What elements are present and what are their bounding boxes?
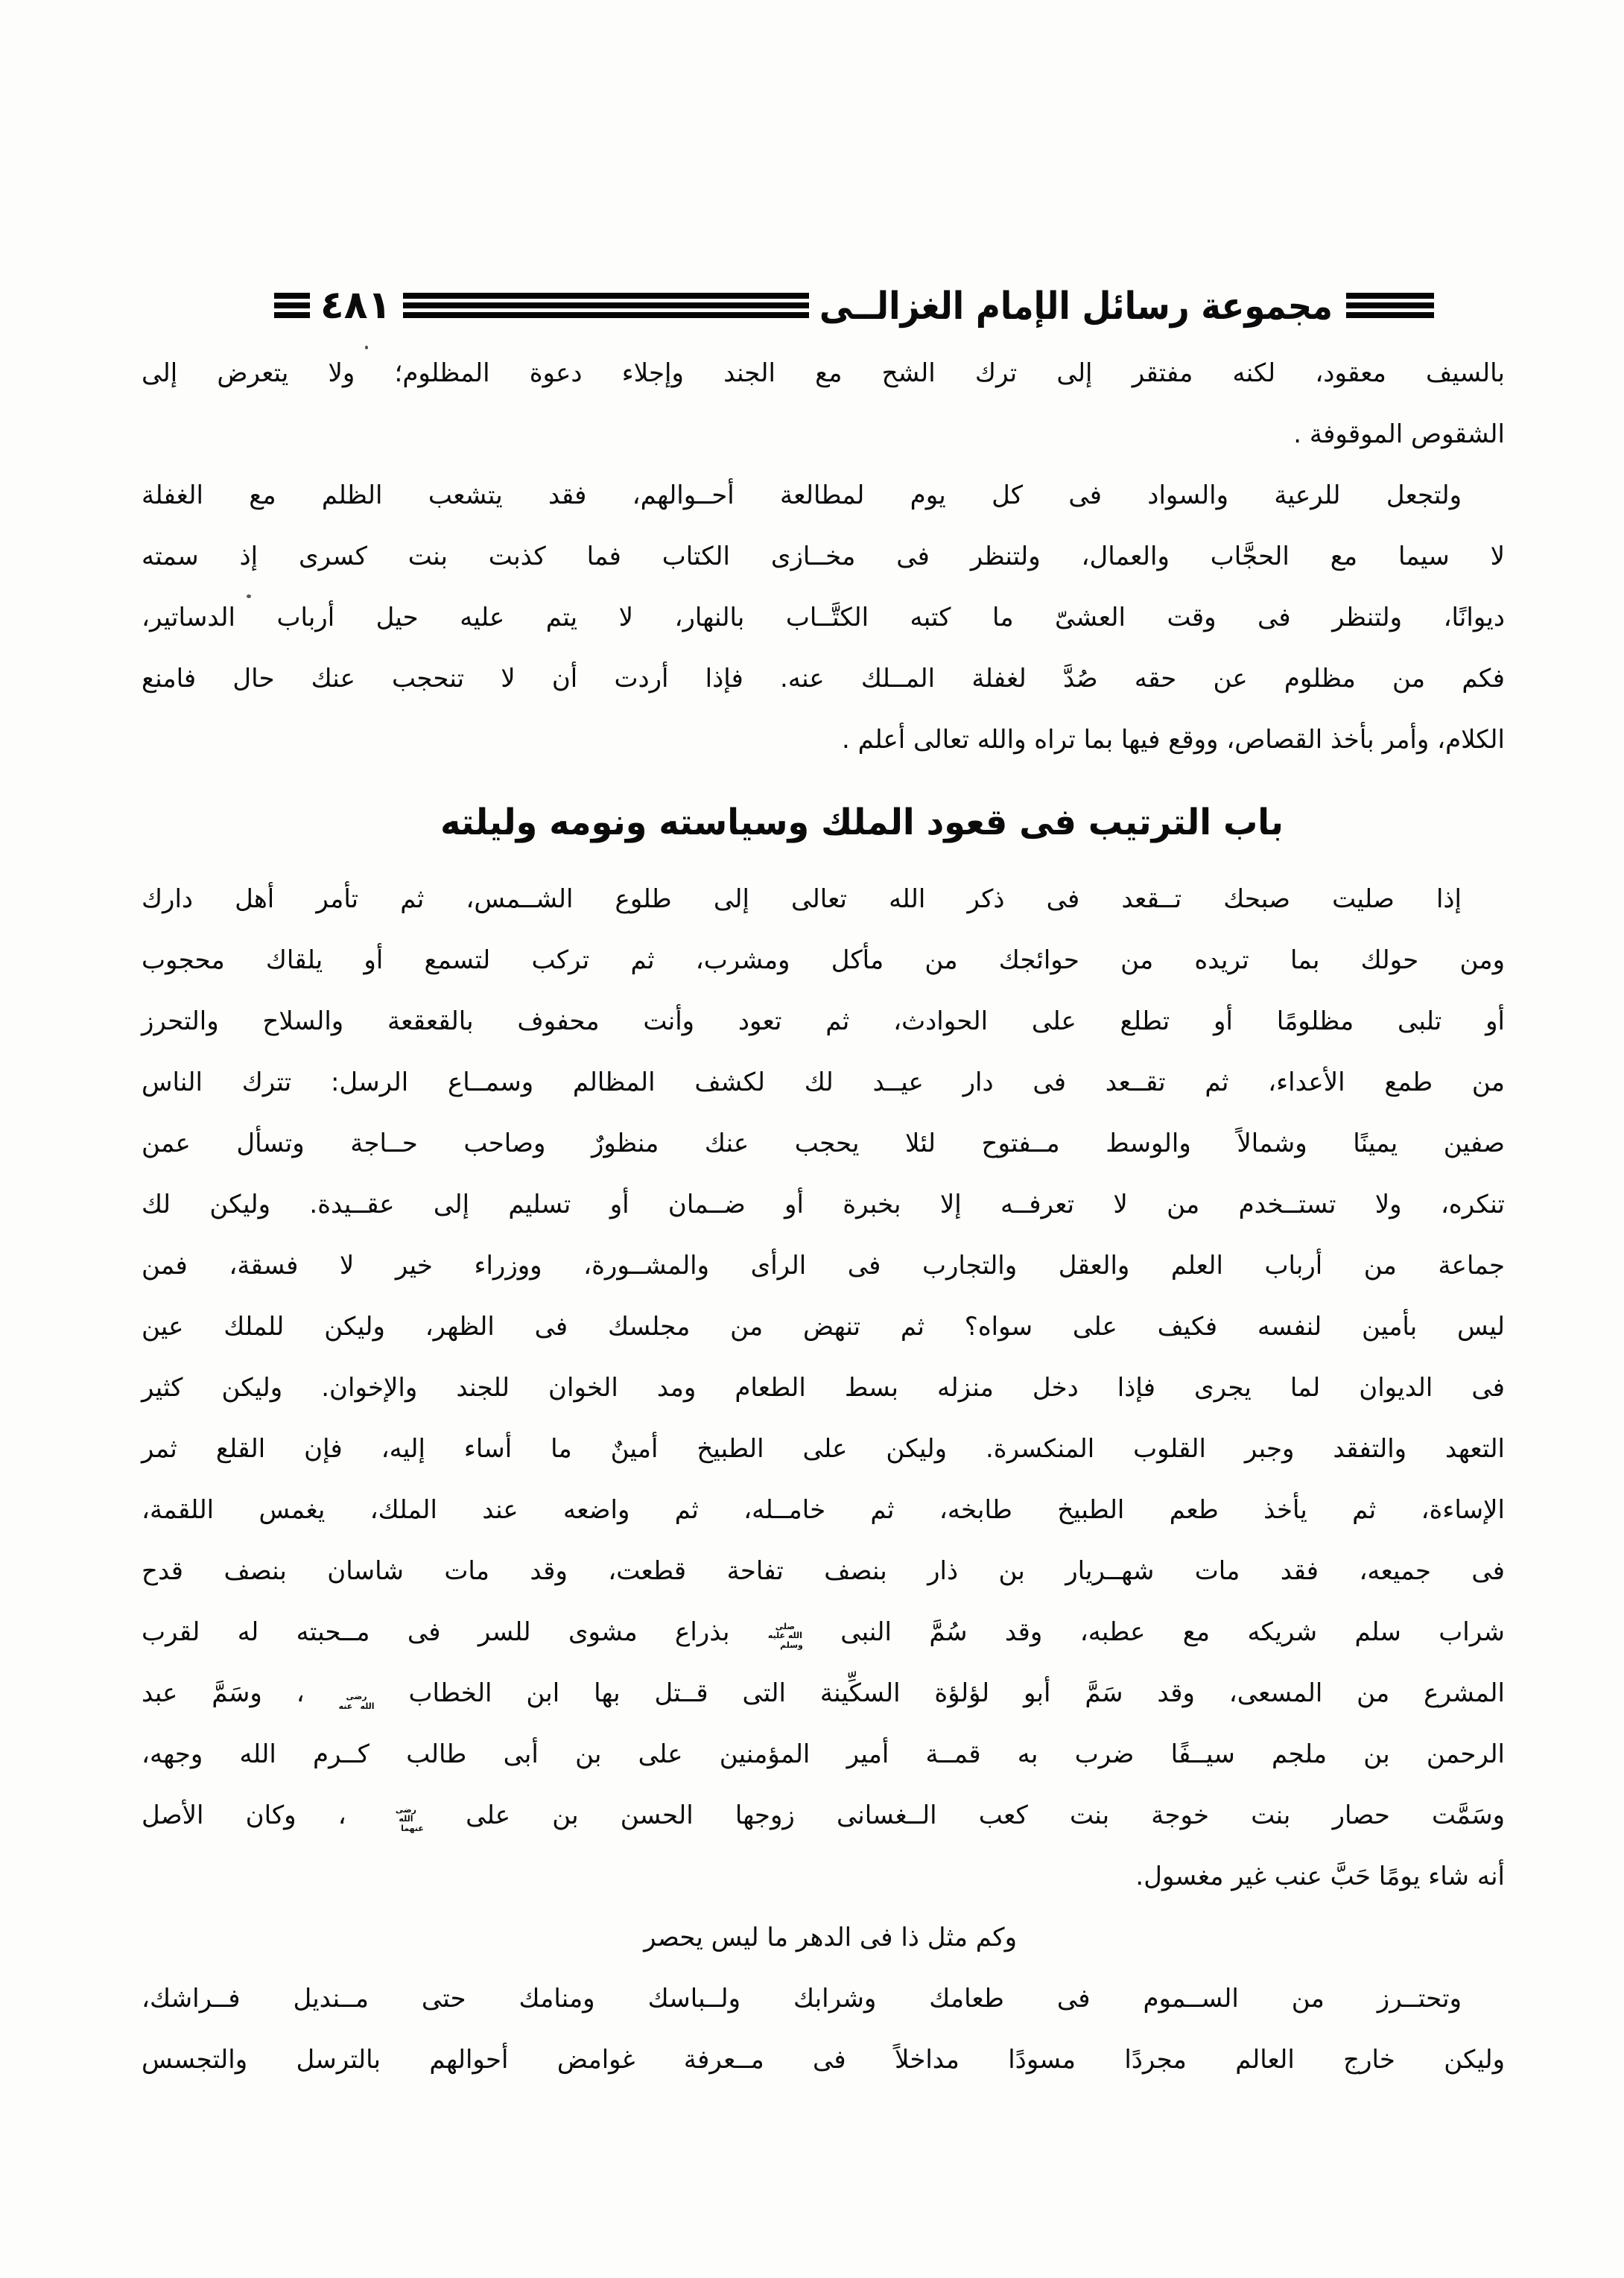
ink-speck	[365, 346, 368, 349]
honorific-pbuh: صلى الله عليه وسلم	[767, 1621, 803, 1650]
text-line: التعهد والتفقد وجبر القلوب المنكسرة. وليكن على الطبيخ أمينٌ ما أساء إليه، فإن القلع ثمر	[142, 1434, 1505, 1464]
text-line: لا سيما مع الحجَّاب والعمال، ولتنظر فى مخــازى الكتاب فما كذبت بنت كسرى إذ سمته	[142, 542, 1505, 571]
text-line: أو تلبى مظلومًا أو تطلع على الحوادث، ثم تعود وأنت محفوف بالقعقعة والسلاح والتحرز	[142, 1006, 1505, 1036]
header-rule-main	[403, 293, 809, 318]
text-line: فى الديوان لما يجرى فإذا دخل منزله بسط الطعام ومد الخوان للجند والإخوان. وليكن كثير	[142, 1373, 1505, 1403]
text-line: المشرع من المسعى، وقد سَمَّ أبو لؤلؤة السكِّينة التى قــتل بها ابن الخطاب رضى الله عنه ، وسَمَّ عبد	[142, 1678, 1505, 1711]
page-number: ٤٨١	[320, 283, 392, 328]
text-line: ديوانًا، ولتنظر فى وقت العشىّ ما كتبه الكتَّــاب بالنهار، لا يتم عليه حيل أرباب الدساتير،	[142, 603, 1505, 632]
honorific-ra: رضى الله عنه	[338, 1692, 375, 1711]
book-title: مجموعة رسائل الإمام الغزالــى	[819, 283, 1333, 328]
text-line: تنكره، ولا تستــخدم من لا تعرفــه إلا بخبرة أو ضــمان أو تسليم إلى عقــيدة. وليكن لك	[142, 1190, 1505, 1219]
section-heading: باب الترتيب فى قعود الملك وسياسته ونومه وليلته	[440, 800, 1284, 843]
honorific-ra2: رضى الله عنهما	[395, 1804, 424, 1833]
text-line: إذا صليت صبحك تــقعد فى ذكر الله تعالى إلى طلوع الشــمس، ثم تأمر أهل دارك	[142, 884, 1462, 914]
text-line: الرحمن بن ملجم سيــفًا ضرب به قمــة أمير المؤمنين على بن أبى طالب كــرم الله وجهه،	[142, 1739, 1505, 1769]
text-line: وليكن خارج العالم مجردًا مسودًا مداخلاً فى مــعرفة غوامض أحوالهم بالترسل والتجسس	[142, 2045, 1505, 2075]
text-line: وتحتــرز من الســموم فى طعامك وشرابك ولــباسك ومنامك حتى مــنديل فــراشك،	[142, 1984, 1462, 2014]
page-header	[274, 282, 1434, 329]
text-line: ولتجعل للرعية والسواد فى كل يوم لمطالعة أحــوالهم، فقد يتشعب الظلم مع الغفلة	[142, 480, 1462, 510]
text-line: وسَمَّت حصار بنت خوجة بنت كعب الــغسانى زوجها الحسن بن على رضى الله عنهما ، وكان الأصل	[142, 1800, 1505, 1833]
text-line: الإساءة، ثم يأخذ طعم الطبيخ طابخه، ثم خامــله، ثم واضعه عند الملك، يغمس اللقمة،	[142, 1495, 1505, 1525]
header-rule-right-short	[1346, 293, 1434, 318]
text-line: ومن حولك بما تريده من حوائجك من مأكل ومشرب، ثم تركب لتسمع أو يلقاك محجوب	[142, 945, 1505, 975]
text-line: أنه شاء يومًا حَبَّ عنب غير مغسول.	[1135, 1862, 1505, 1891]
text-line: جماعة من أرباب العلم والعقل والتجارب فى الرأى والمشــورة، ووزراء خير لا فسقة، فمن	[142, 1251, 1505, 1281]
text-line: ليس بأمين لنفسه فكيف على سواه؟ ثم تنهض من مجلسك فى الظهر، وليكن للملك عين	[142, 1312, 1505, 1342]
text-line: الشقوص الموقوفة .	[1293, 419, 1505, 449]
text-line: بالسيف معقود، لكنه مفتقر إلى ترك الشح مع الجند وإجلاء دعوة المظلوم؛ ولا يتعرض إلى	[142, 358, 1505, 388]
text-line: شراب سلم شريكه مع عطبه، وقد سُمَّ النبى صلى الله عليه وسلم بذراع مشوى للسر فى مــحبته له لقرب	[142, 1617, 1505, 1650]
text-line: فكم من مظلوم عن حقه صُدَّ لغفلة المــلك عنه. فإذا أردت أن لا تنحجب عنك حال فامنع	[142, 664, 1505, 694]
body-text	[142, 343, 1505, 2090]
text-line: من طمع الأعداء، ثم تقــعد فى دار عيــد لك لكشف المظالم وسمــاع الرسل: تترك الناس	[142, 1067, 1505, 1097]
header-rule-left-short	[274, 293, 310, 318]
ink-speck	[247, 594, 251, 598]
text-line: الكلام، وأمر بأخذ القصاص، ووقع فيها بما تراه والله تعالى أعلم .	[842, 725, 1505, 755]
text-line: وكم مثل ذا فى الدهر ما ليس يحصر	[644, 1923, 1017, 1952]
text-line: صفين يمينًا وشمالاً والوسط مــفتوح لئلا يحجب عنك منظورٌ وصاحب حــاجة وتسأل عمن	[142, 1129, 1505, 1158]
text-line: فى جميعه، فقد مات شهــريار بن ذار بنصف تفاحة قطعت، وقد مات شاسان بنصف قدح	[142, 1556, 1505, 1586]
